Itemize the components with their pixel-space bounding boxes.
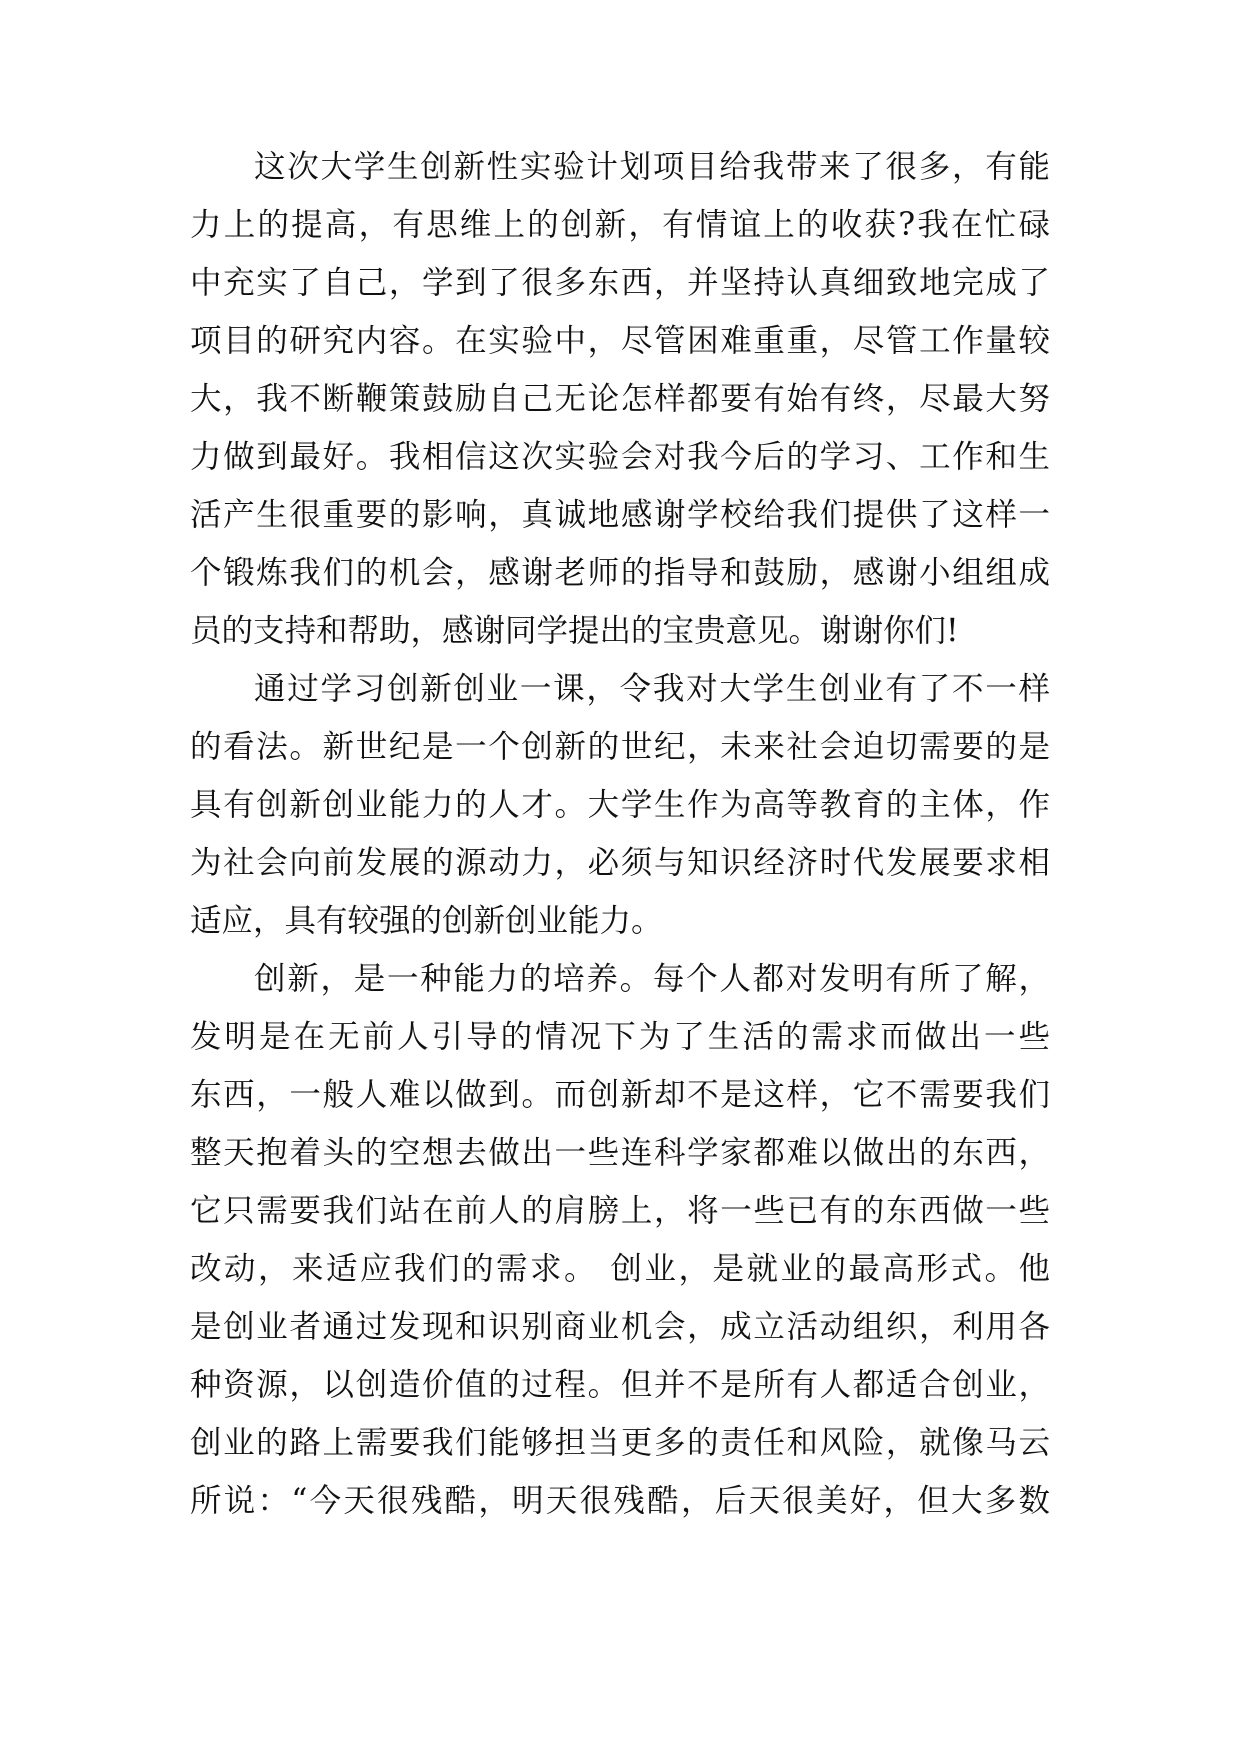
text-line: 改动，来适应我们的需求。 创业，是就业的最高形式。他 — [190, 1251, 1050, 1287]
text-line: 东西，一般人难以做到。而创新却不是这样，它不需要我们 — [190, 1077, 1050, 1113]
text-line: 它只需要我们站在前人的肩膀上，将一些已有的东西做一些 — [190, 1193, 1050, 1229]
text-line: 通过学习创新创业一课，令我对大学生创业有了不一样 — [254, 671, 1050, 707]
text-line: 整天抱着头的空想去做出一些连科学家都难以做出的东西， — [190, 1135, 1050, 1171]
text-line: 项目的研究内容。在实验中，尽管困难重重，尽管工作量较 — [190, 323, 1050, 359]
text-line: 创新，是一种能力的培养。每个人都对发明有所了解， — [254, 961, 1050, 997]
text-line: 为社会向前发展的源动力，必须与知识经济时代发展要求相 — [190, 845, 1050, 881]
text-line: 个锻炼我们的机会，感谢老师的指导和鼓励，感谢小组组成 — [190, 555, 1050, 591]
text-line: 的看法。新世纪是一个创新的世纪，未来社会迫切需要的是 — [190, 729, 1050, 765]
text-line: 创业的路上需要我们能够担当更多的责任和风险，就像马云 — [190, 1425, 1050, 1461]
text-line: 大，我不断鞭策鼓励自己无论怎样都要有始有终，尽最大努 — [190, 381, 1050, 417]
text-line: 所说：“今天很残酷，明天很残酷，后天很美好，但大多数 — [190, 1483, 1050, 1519]
text-line: 员的支持和帮助，感谢同学提出的宝贵意见。谢谢你们! — [190, 613, 959, 649]
text-line: 中充实了自己，学到了很多东西，并坚持认真细致地完成了 — [190, 265, 1050, 301]
text-line: 活产生很重要的影响，真诚地感谢学校给我们提供了这样一 — [190, 497, 1050, 533]
text-line: 力上的提高，有思维上的创新，有情谊上的收获?我在忙碌 — [190, 207, 1050, 243]
text-line: 适应，具有较强的创新创业能力。 — [190, 903, 663, 939]
text-line: 种资源，以创造价值的过程。但并不是所有人都适合创业， — [190, 1367, 1050, 1403]
text-line: 力做到最好。我相信这次实验会对我今后的学习、工作和生 — [190, 439, 1050, 475]
text-line: 是创业者通过发现和识别商业机会，成立活动组织，利用各 — [190, 1309, 1050, 1345]
text-line: 这次大学生创新性实验计划项目给我带来了很多，有能 — [254, 149, 1050, 185]
text-line: 具有创新创业能力的人才。大学生作为高等教育的主体，作 — [190, 787, 1050, 823]
text-line: 发明是在无前人引导的情况下为了生活的需求而做出一些 — [190, 1019, 1050, 1055]
